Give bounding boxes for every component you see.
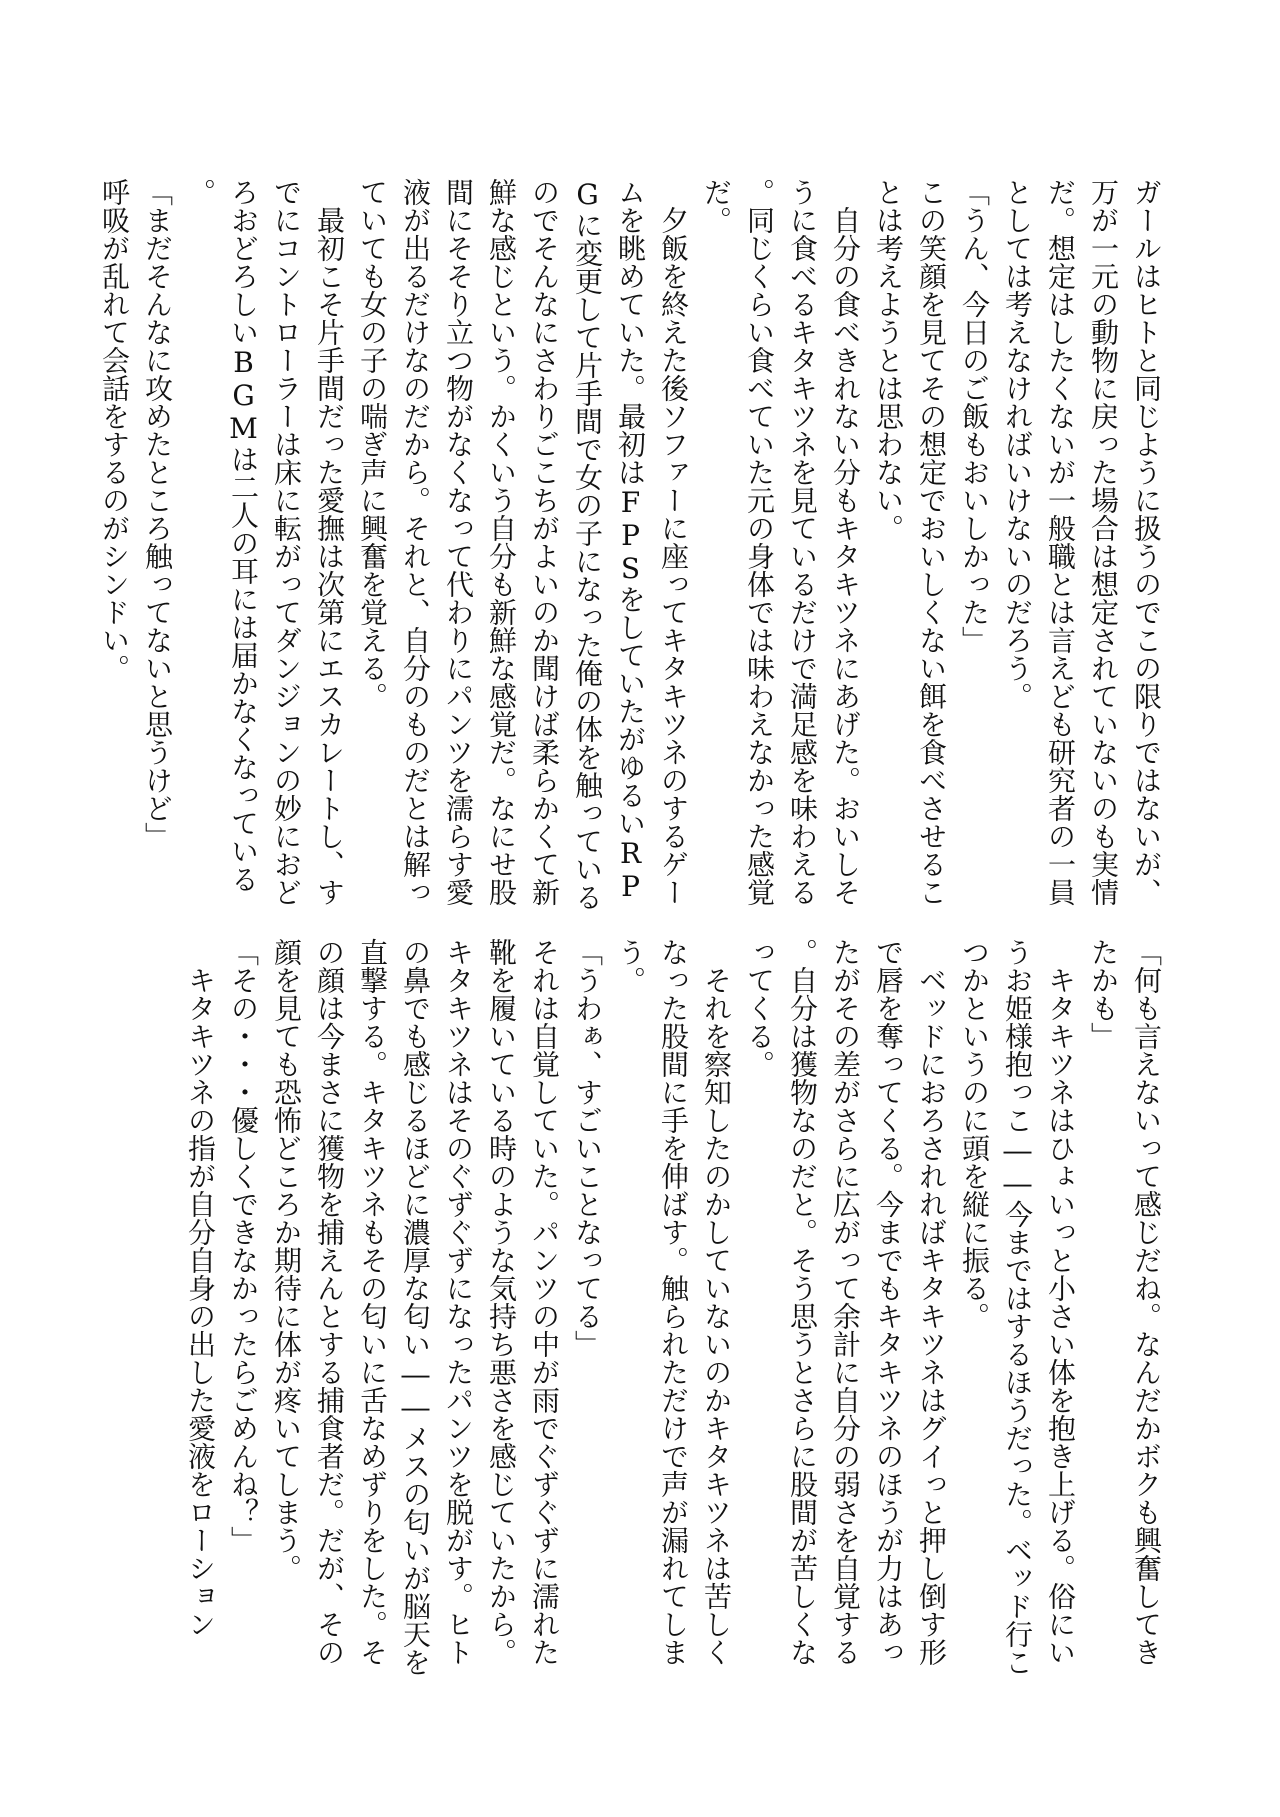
paragraph: 夕飯を終えた後ソファーに座ってキタキツネのするゲームを眺めていた。最初はFPSをしていたがゆるいRPGに変更して片手間で女の子になった俺の体を触っているのでそんなにさわりごこちがよいのか聞けば柔らかくて新鮮な感じという。かくいう自分も新鮮な感覚だ。なにせ股間にそそり立つ物がなくなって代わりにパンツを濡らす愛液が出るだけなのだから。それと、自分のものだとは解っていても女の子の喘ぎ声に興奮を覚える。 (356, 178, 690, 911)
top-text-block (98, 178, 1168, 918)
dialogue-line: 「まだそんなに攻めたところ触ってないと思うけど」 (141, 178, 174, 850)
paragraph: キタキツネはひょいっと小さい体を抱き上げる。俗にいうお姫様抱っこ――今まではするほうだった。ベッド行こつかというのに頭を縦に振る。 (958, 938, 1077, 1676)
paragraph: この笑顔を見てその想定でおいしくない餌を食べさせることは考えようとは思わない。 (872, 178, 948, 906)
paragraph: それは自覚していた。パンツの中が雨でぐずぐずに濡れた靴を履いている時のような気持ち悪さを感じていたから。キタキツネはそのぐずぐずになったパンツを脱がす。ヒトの鼻でも感じるほどに濃厚な匂い――メスの匂いが脳天を直撃する。キタキツネもその匂いに舌なめずりをした。その顔は今まさに獲物を捕えんとする捕食者だ。だが、その顔を見ても恐怖どころか期待に体が疼いてしまう。 (270, 938, 561, 1676)
paragraph: キタキツネの指が自分自身の出した愛液をローション (184, 938, 217, 1638)
paragraph: ガールはヒトと同じように扱うのでこの限りではないが、万が一元の動物に戻った場合は想定されていないのも実情だ。想定はしたくないが一般職とは言えども研究者の一員としては考えなければいけないのだろう。 (1001, 178, 1163, 906)
dialogue-line: 「うわぁ、すごいことなってる」 (571, 938, 604, 1358)
paragraph: 自分の食べきれない分もキタキツネにあげた。おいしそうに食べるキタキツネを見ているだけで満足感を味わえる。同じくらい食べていた元の身体では味わえなかった感覚だ。 (700, 178, 862, 906)
paragraph: ベッドにおろされればキタキツネはグイっと押し倒す形で唇を奪ってくる。今までもキタキツネのほうが力はあったがその差がさらに広がって余計に自分の弱さを自覚する。自分は獲物なのだと。そう思うとさらに股間が苦しくなってくる。 (743, 938, 948, 1666)
dialogue-line: 「何も言えないって感じだね。なんだかボクも興奮してきたかも」 (1087, 938, 1163, 1666)
bottom-text-block (123, 938, 1168, 1678)
dialogue-line: 「その・・・優しくできなかったらごめんね？」 (227, 938, 260, 1554)
paragraph: それを察知したのかしていないのかキタキツネは苦しくなった股間に手を伸ばす。触られただけで声が漏れてしまう。 (614, 938, 733, 1666)
paragraph: 最初こそ片手間だった愛撫は次第にエスカレートし、すでにコントローラーは床に転がってダンジョンの妙におどろおどろしいBGMは二人の耳には届かなくなっている。 (184, 178, 346, 906)
dialogue-line: 「うん、今日のご飯もおいしかった」 (958, 178, 991, 654)
paragraph: 呼吸が乱れて会話をするのがシンドい。 (98, 178, 131, 682)
